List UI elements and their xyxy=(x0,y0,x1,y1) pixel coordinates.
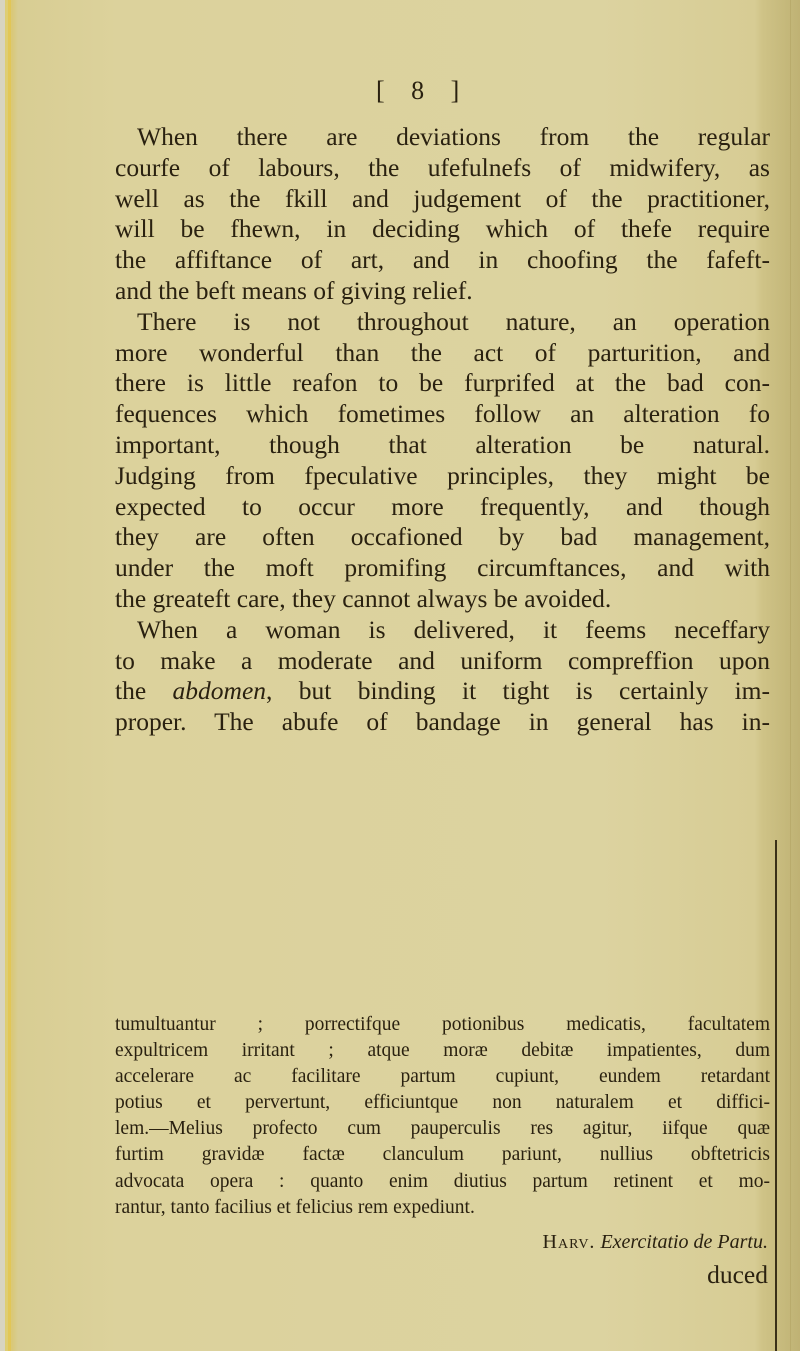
text-line: courfe of labours, the ufefulnefs of midwifery, as xyxy=(115,152,770,182)
text-line: the affiftance of art, and in choofing the fafeft- xyxy=(115,245,770,275)
text-line: under the moft promifing circumftances, and with xyxy=(115,553,770,583)
latin-quotation xyxy=(115,1012,770,1221)
quote-line: advocata opera : quanto enim diutius partum retinent et mo- xyxy=(115,1170,770,1192)
quote-line: accelerare ac facilitare partum cupiunt, eundem retardant xyxy=(115,1066,770,1088)
page-edge xyxy=(0,0,5,1351)
quote-line: rantur, tanto facilius et felicius rem expediunt. xyxy=(115,1196,475,1218)
quote-line: furtim gravidæ factæ clanculum pariunt, nullius obftetricis xyxy=(115,1144,770,1166)
quote-line: lem.—Melius profecto cum pauperculis res agitur, iifque quæ xyxy=(115,1118,770,1140)
text-line: When a woman is delivered, it feems neceffary xyxy=(137,614,770,644)
text-segment: , but binding it tight is certainly im- xyxy=(266,676,770,706)
main-text xyxy=(115,122,770,738)
citation-author: Harv. xyxy=(542,1231,596,1253)
text-line: there is little reafon to be furprifed at the bad con- xyxy=(115,368,770,398)
text-segment: the xyxy=(115,676,173,706)
page-number: [ 8 ] xyxy=(376,76,470,105)
quote-line: tumultuantur ; porrectifque potionibus medicatis, facultatem xyxy=(115,1014,770,1035)
text-line: proper. The abufe of bandage in general has in- xyxy=(115,707,770,737)
catchword: duced xyxy=(707,1260,768,1289)
text-line: important, though that alteration be natural. xyxy=(115,429,770,459)
text-line: There is not throughout nature, an operation xyxy=(137,306,770,336)
text-line: to make a moderate and uniform compreffion upon xyxy=(115,645,770,675)
gutter-shadow xyxy=(790,0,791,1351)
text-line: Judging from fpeculative principles, they might be xyxy=(115,460,770,490)
text-line: fequences which fometimes follow an alteration fo xyxy=(115,399,770,429)
citation-work: Exercitatio de Partu. xyxy=(600,1231,768,1253)
text-line: and the beft means of giving relief. xyxy=(115,275,473,305)
text-line: they are often occafioned by bad management, xyxy=(115,522,770,552)
text-line: the greateft care, they cannot always be avoided. xyxy=(115,583,612,613)
text-line: When there are deviations from the regular xyxy=(137,122,770,151)
spine-edge xyxy=(8,0,11,1351)
text-line: expected to occur more frequently, and though xyxy=(115,491,770,521)
text-line-abdomen xyxy=(115,676,770,707)
quote-line: expultricem irritant ; atque moræ debitæ impatientes, dum xyxy=(115,1040,770,1062)
italic-term: abdomen xyxy=(172,676,267,706)
text-line: more wonderful than the act of parturition, and xyxy=(115,337,770,367)
quote-line: potius et pervertunt, efficiuntque non naturalem et diffici- xyxy=(115,1092,770,1114)
gutter-rule xyxy=(775,840,777,1351)
text-line: well as the fkill and judgement of the practitioner, xyxy=(115,183,770,213)
citation xyxy=(0,1231,768,1254)
text-line: will be fhewn, in deciding which of thefe require xyxy=(115,214,770,244)
